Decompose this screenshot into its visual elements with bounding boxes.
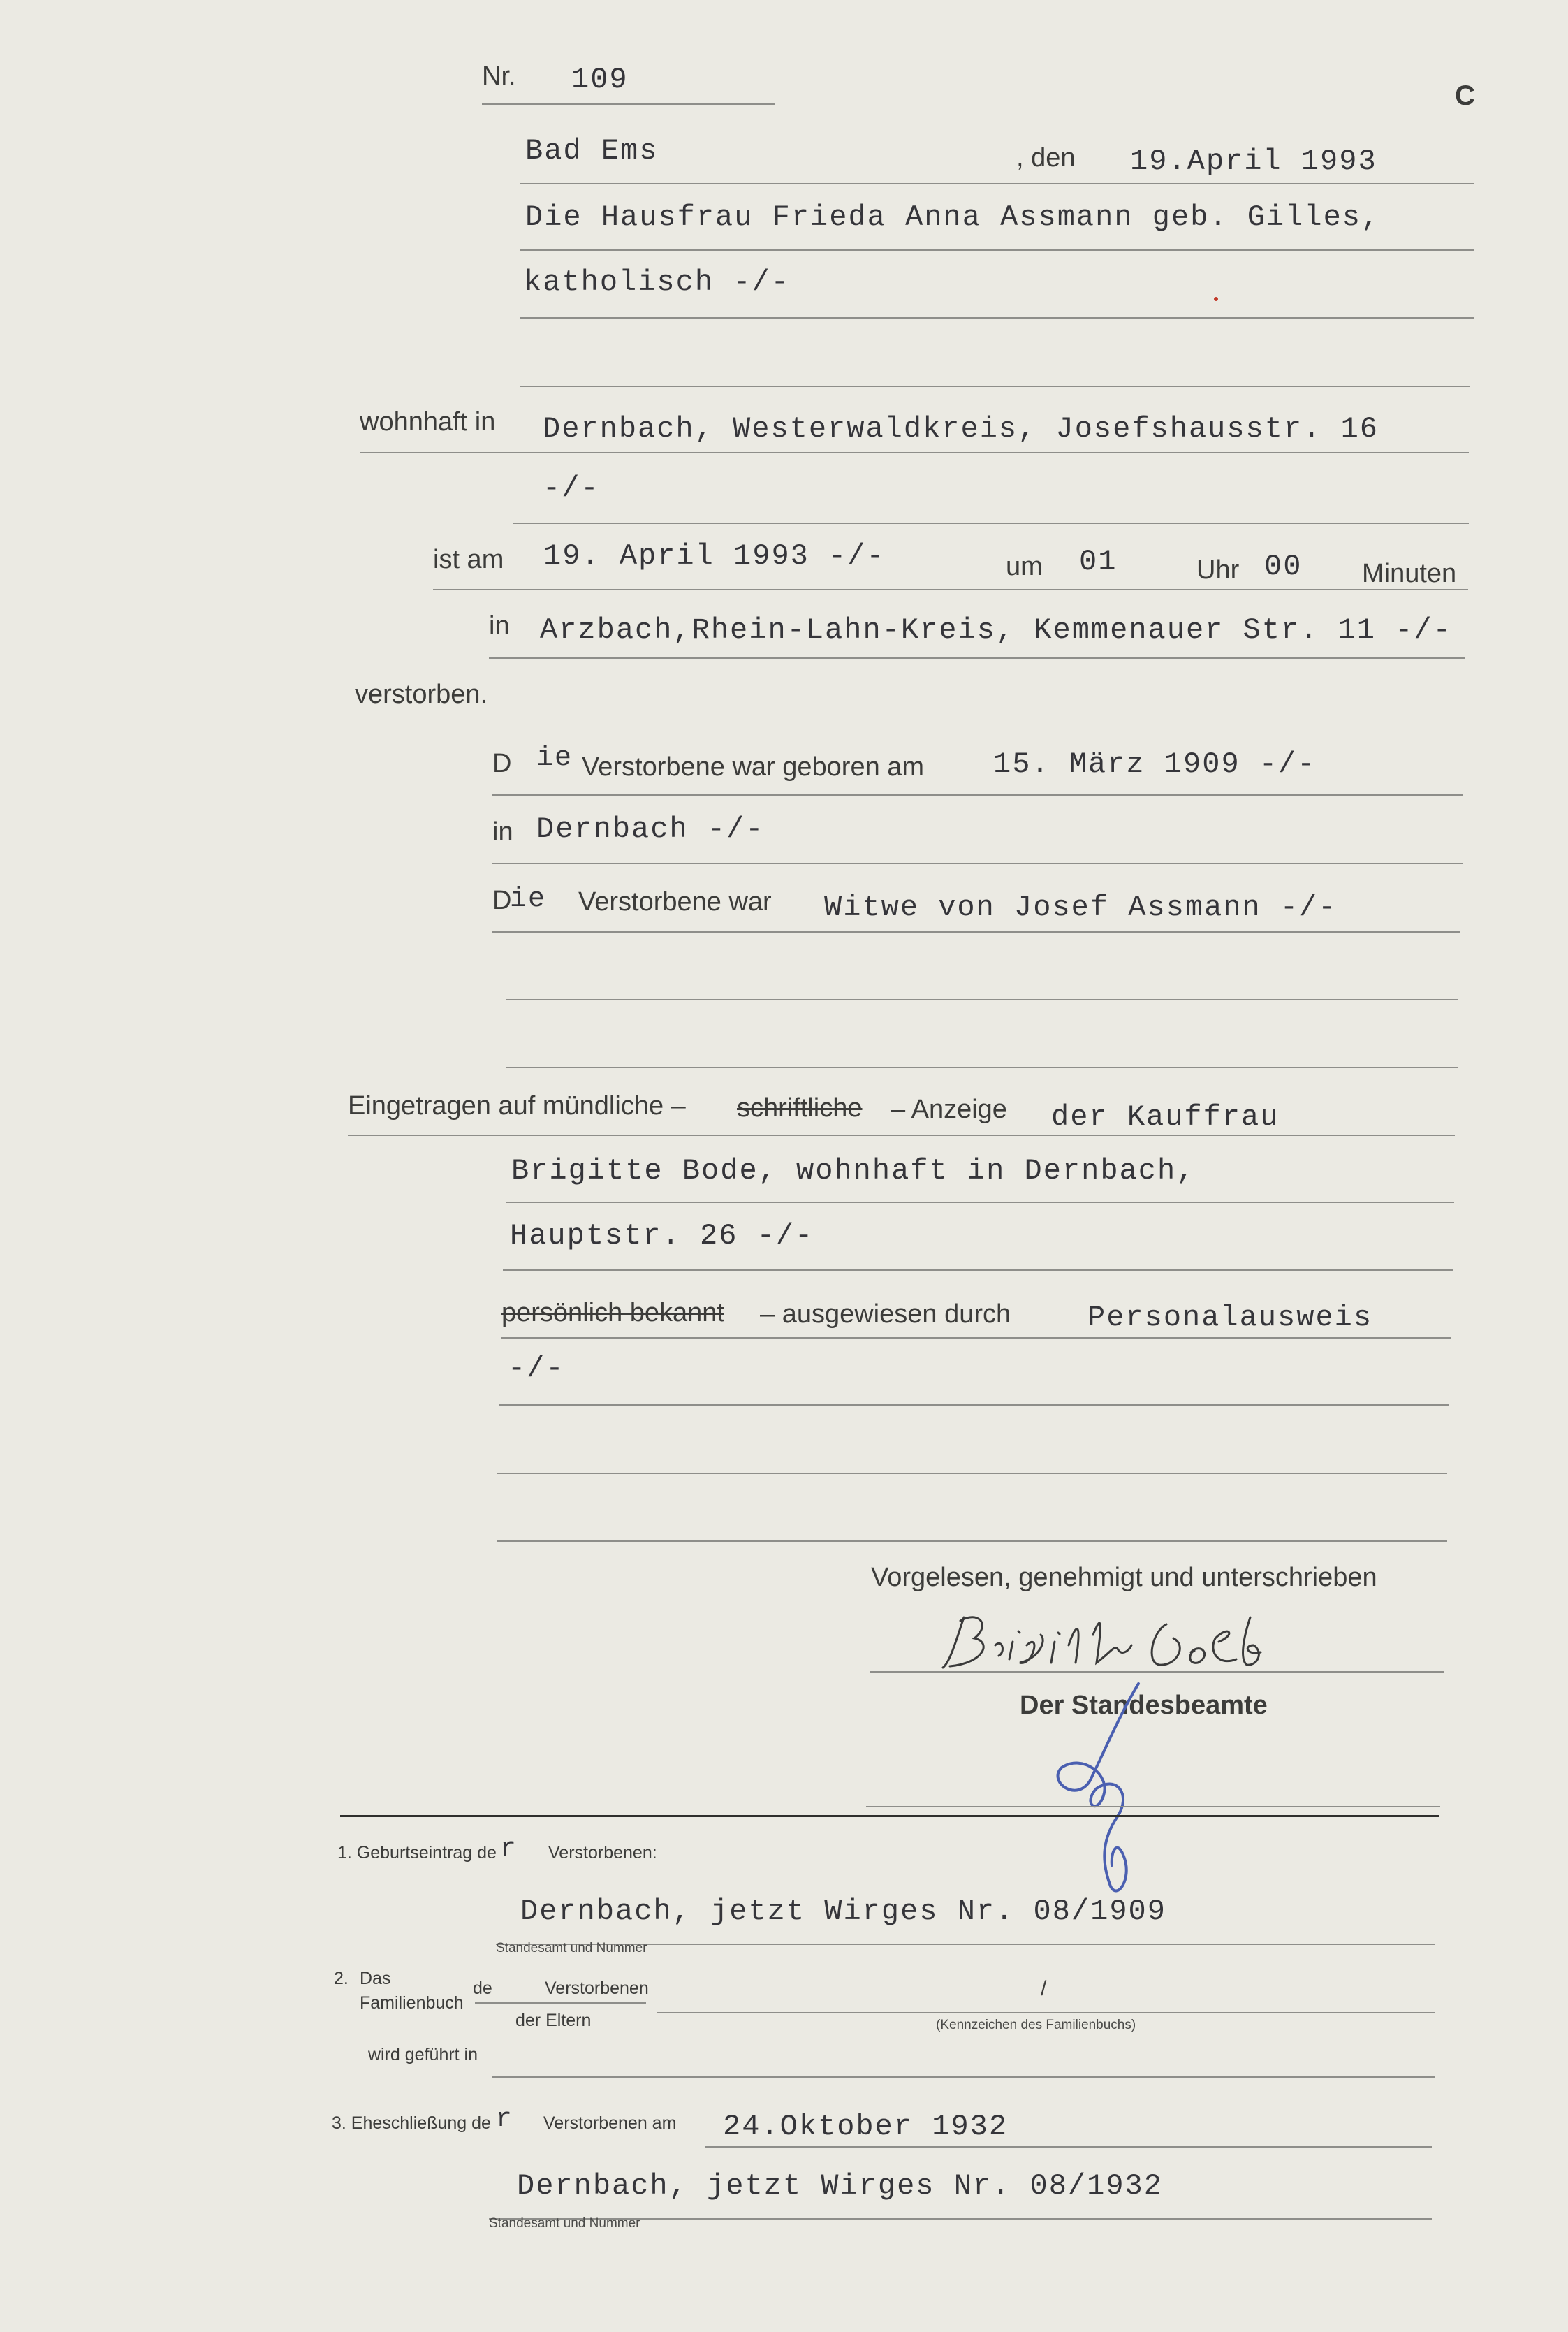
marriage-date-underline [705,2146,1432,2148]
standesamt-label-2: Standesamt und Nummer [489,2216,640,2231]
marital-underline-3 [506,1067,1458,1068]
birth-date: 15. März 1909 -/- [993,748,1317,781]
familienbuch-option-underline [475,2002,646,2004]
wohnhaft-label: wohnhaft in [360,407,496,437]
person-underline-2 [520,317,1474,319]
informant-underline-2 [506,1202,1454,1203]
uhr-label: Uhr [1196,555,1240,585]
record-number: 109 [571,63,629,96]
nr-underline [482,103,775,105]
person-underline-3 [520,386,1470,387]
id-document: Personalausweis [1087,1301,1373,1334]
death-minutes: 00 [1264,550,1303,583]
anzeige-label: – Anzeige [891,1095,1007,1124]
marital-prefix-ie: ie [510,884,547,915]
death-place-underline [489,657,1465,659]
nr-label: Nr. [482,61,516,91]
id-underline-4 [497,1540,1447,1542]
familienbuch-number: 2. [334,1969,349,1988]
born-prefix-d: D [492,749,512,778]
footer-separator [340,1815,1439,1817]
den-label: , den [1016,143,1076,173]
birth-place-underline [492,863,1463,864]
marriage-verstorbenen-am: Verstorbenen am [543,2113,677,2133]
id-underline-3 [497,1473,1447,1474]
familienbuch-underline [657,2012,1435,2013]
standesbeamte-label: Der Standesbeamte [1020,1691,1268,1720]
schriftliche-struck: schriftliche [737,1093,863,1123]
familienbuch-label: Familienbuch [360,1993,464,2013]
informant-underline-3 [503,1269,1453,1271]
deceased-name-line-2: katholisch -/- [524,265,790,299]
death-hour: 01 [1079,545,1118,578]
marital-label: Verstorbene war [578,887,772,917]
eingetragen-label: Eingetragen auf mündliche – [348,1091,686,1121]
vorgelesen-label: Vorgelesen, genehmigt und unterschrieben [871,1563,1377,1592]
person-underline-1 [520,249,1474,251]
verstorben-label: verstorben. [355,680,488,709]
birth-place: Dernbach -/- [536,812,765,846]
id-underline-1 [501,1337,1451,1339]
born-prefix-ie: ie [536,743,573,774]
persoenlich-bekannt-struck: persönlich bekannt [501,1298,724,1327]
birth-entry-value: Dernbach, jetzt Wirges Nr. 08/1909 [520,1895,1166,1928]
informant-signature-line [870,1671,1444,1673]
place-of-registration: Bad Ems [525,134,659,168]
residence-line-1: Dernbach, Westerwaldkreis, Josefshausstr. 16 [543,412,1379,446]
marital-prefix-d: D [492,886,512,915]
birth-entry-r: r [500,1834,518,1864]
familienbuch-das: Das [360,1969,391,1988]
birth-in-label: in [492,817,513,847]
date-underline [520,183,1474,184]
informant-underline-1 [348,1135,1455,1136]
death-in-label: in [489,611,510,641]
marriage-date: 24.Oktober 1932 [723,2110,1009,2143]
informant-signature [936,1603,1299,1680]
familienbuch-eltern: der Eltern [515,2011,592,2030]
wird-gefuehrt-underline [492,2076,1435,2078]
residence-line-2: -/- [543,472,600,505]
familienbuch-kennzeichen: (Kennzeichen des Familienbuchs) [936,2018,1136,2032]
red-ink-dot [1214,297,1218,301]
birth-entry-verstorbenen: Verstorbenen: [548,1843,657,1863]
marital-underline-1 [492,931,1460,933]
familienbuch-slash: / [1041,1977,1047,2000]
residence-underline-1 [360,452,1469,453]
familienbuch-verstorbenen: Verstorbenen [545,1978,649,1998]
death-place: Arzbach,Rhein-Lahn-Kreis, Kemmenauer Str. 11 -/- [540,613,1452,647]
registrar-signature [1034,1677,1173,1900]
marriage-label: 3. Eheschließung de [332,2113,491,2133]
corner-mark: C [1455,80,1475,111]
death-time-underline [433,589,1468,590]
death-date: 19. April 1993 -/- [543,539,886,573]
born-label: Verstorbene war geboren am [582,752,925,782]
birth-entry-label: 1. Geburtseintrag de [337,1843,497,1863]
um-label: um [1006,552,1043,581]
id-underline-2 [499,1404,1449,1406]
informant-line-1: der Kauffrau [1051,1100,1280,1134]
marital-status: Witwe von Josef Assmann -/- [824,891,1338,924]
marriage-r: r [496,2104,513,2134]
registration-date: 19.April 1993 [1130,145,1377,178]
ist-am-label: ist am [433,545,504,574]
id-line-2: -/- [508,1352,565,1385]
informant-line-2: Brigitte Bode, wohnhaft in Dernbach, [511,1154,1196,1188]
minuten-label: Minuten [1362,559,1457,588]
familienbuch-de: de [473,1978,492,1998]
marital-underline-2 [506,999,1458,1000]
standesamt-label-1: Standesamt und Nummer [496,1941,647,1955]
informant-line-3: Hauptstr. 26 -/- [510,1219,814,1253]
marriage-register-value: Dernbach, jetzt Wirges Nr. 08/1932 [517,2169,1163,2203]
registrar-signature-line [866,1806,1440,1807]
ausgewiesen-label: – ausgewiesen durch [760,1299,1011,1329]
wird-gefuehrt-label: wird geführt in [368,2045,478,2064]
residence-underline-2 [513,523,1469,524]
deceased-name-line-1: Die Hausfrau Frieda Anna Assmann geb. Gilles, [525,201,1381,234]
birth-date-underline [492,794,1463,796]
